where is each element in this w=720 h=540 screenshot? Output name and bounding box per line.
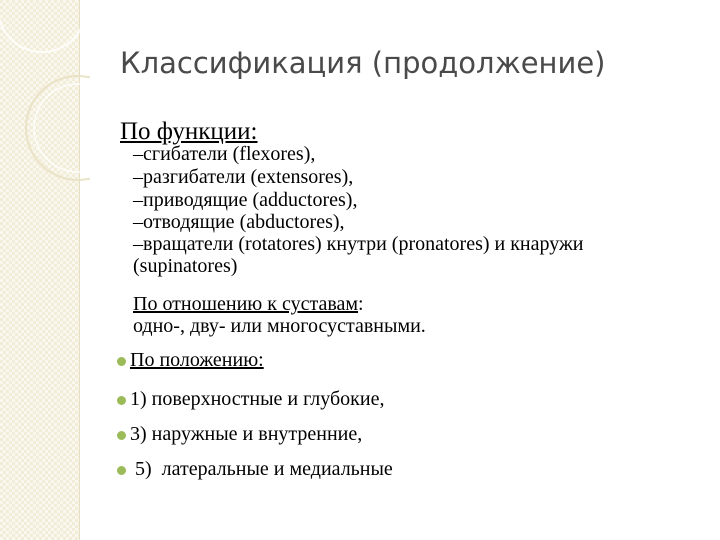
function-item: –приводящие (adductores), bbox=[133, 189, 358, 211]
function-item: –сгибатели (flexores), bbox=[133, 143, 316, 165]
position-item: 5) латеральные и медиальные bbox=[130, 458, 393, 480]
decorative-rings bbox=[0, 0, 90, 200]
position-item: 3) наружные и внутренние, bbox=[130, 423, 363, 445]
function-item: –отводящие (abductores), bbox=[133, 211, 345, 233]
function-item: –разгибатели (extensores), bbox=[133, 166, 354, 188]
function-item: (supinatores) bbox=[133, 255, 238, 277]
joints-text: одно-, дву- или многосуставными. bbox=[133, 315, 426, 337]
function-item: –вращатели (rotatores) кнутри (pronatores) и кнаружи bbox=[133, 233, 584, 255]
bullet-icon bbox=[117, 396, 126, 405]
function-heading: По функции: bbox=[120, 118, 258, 145]
position-item: 1) поверхностные и глубокие, bbox=[130, 388, 385, 410]
joints-heading bbox=[133, 293, 364, 316]
bullet-icon bbox=[117, 466, 126, 475]
bullet-icon bbox=[117, 431, 126, 440]
position-heading: По положению: bbox=[130, 349, 264, 371]
bullet-icon bbox=[117, 357, 126, 366]
joints-heading-colon: : bbox=[358, 293, 364, 315]
slide-title: Классификация (продолжение) bbox=[120, 46, 606, 80]
joints-heading-text: По отношению к суставам bbox=[133, 293, 359, 315]
